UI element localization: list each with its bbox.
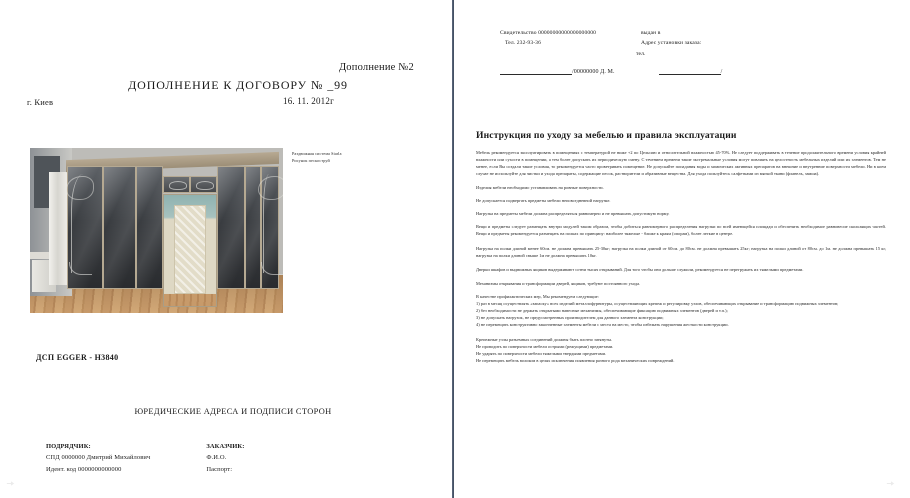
certificate-row-2	[500, 38, 811, 48]
customer-signature-suffix: /	[720, 69, 723, 75]
customer-heading: ЗАКАЗЧИК:	[206, 443, 245, 450]
render-caption-line-2: Рисунок пескоструй	[292, 157, 330, 163]
wardrobe-door-4	[217, 166, 245, 289]
wardrobe-door-1	[67, 166, 103, 289]
legal-section-title: ЮРЕДИЧЕСКИЕ АДРЕСА И ПОДПИСИ СТОРОН	[134, 407, 332, 416]
prevention-item-3: 3) не допускать нагрузок, не предусмотренных производителем для данного элемента конструкции;	[476, 315, 664, 321]
contractor-heading: ПОДРЯДЧИК:	[46, 443, 91, 450]
contractor-signature-line[interactable]	[500, 66, 572, 75]
page-watermark-icon-right	[885, 478, 896, 489]
certificate-block	[500, 28, 811, 59]
contractor-phone: Тел. 232-93-36	[505, 40, 541, 47]
contract-title: ДОПОЛНЕНИЕ К ДОГОВОРУ № _99	[128, 78, 348, 92]
wardrobe-door-6	[261, 166, 279, 289]
warning-item-1: Крепежные узлы разъемных соединений должны быть плотно затянуты.	[476, 336, 613, 342]
paragraph-even-load: Нагрузка на предметы мебели должна распределяться равномерно и не превышать допустимую норму.	[476, 211, 670, 217]
customer-signature-line[interactable]	[659, 66, 721, 75]
right-page	[454, 0, 910, 498]
customer-column	[194, 441, 244, 475]
wardrobe-door-2	[103, 166, 136, 289]
paragraph-climate: Мебель рекомендуется эксплуатировать в помещениях с температурой не ниже +2 по Цельсию и относительной влажностью 45-70%. Не следует поддерживать в течение продолжительного времени условия крайней влажности или сухости в помещении, а тем более допускать их периодическую смену. С течением времени такие экстремальные условия могут повлиять на целостность мебельных изделий или их элементов. Тем не менее, если Вы создали такие условия, то рекомендуется часто проветривать помещение. Не допускайте попадания воды и химических активных препаратов на внешние и внутренние поверхности мебели. Ни в коем случае не используйте для чистки и ухода препараты, содержащие песок, растворители и абразивные вещества. Для ухода пользуйтесь салфетками из мягкой ткани (фланель, замша).	[476, 150, 886, 176]
wardrobe-body	[67, 166, 279, 289]
warning-item-2: Не проводить по поверхности мебели острыми (режущими) предметами.	[476, 343, 614, 349]
wardrobe-door-3	[136, 166, 163, 289]
customer-passport-label: Паспорт:	[206, 465, 233, 473]
city-label: г. Киев	[27, 97, 54, 107]
wardrobe-render-image	[30, 148, 283, 313]
warning-item-3: Не ударять по поверхности мебели тяжелыми твердыми предметами.	[476, 350, 607, 356]
certificate-spacer	[500, 49, 636, 59]
page-watermark-icon	[5, 478, 16, 489]
signature-row	[500, 66, 722, 75]
contractor-name: СПД 0000000 Дмитрий Михайлович	[46, 454, 151, 462]
render-caption-line-1: Раздвижная система Starla	[292, 151, 342, 156]
paragraph-doors-drawers: Дверки шкафов и выдвижных ящиков выдерживают сотни тысяч открываний. Для того чтобы они дольше служили, рекомендуется не перегружать их тяжелыми предметами.	[476, 266, 804, 272]
certificate-number: Свидетельство 00000000000000000000	[500, 30, 597, 36]
install-address-label: Адрес установки заказа:	[641, 40, 702, 47]
parties-block	[46, 441, 245, 475]
instruction-body	[476, 150, 886, 372]
material-code: ДСП EGGER - H3840	[36, 353, 119, 362]
prevention-item-1: 1) раз в месяц осуществлять «запаску» всех изделий металлофурнитуры, осуществляющих крепеж и регулировку узлов, обеспечивающих открывание и трансформацию подвижных элементов;	[476, 301, 839, 307]
paragraph-no-extra-load: Не допускается подвергать предметы мебели неповседневной нагрузке.	[476, 198, 611, 204]
install-phone-label: тел.	[636, 50, 646, 57]
niche-back-wall	[174, 205, 206, 294]
document-date: 16. 11. 2012г	[283, 96, 334, 106]
render-scene	[30, 148, 283, 313]
certificate-issued-by: выдан в	[641, 30, 661, 36]
paragraph-level-surface: Изделия мебели необходимо устанавливать на ровные поверхности.	[476, 185, 604, 191]
left-page	[0, 0, 452, 498]
niche-floor	[164, 294, 216, 306]
certificate-row-1	[500, 28, 811, 38]
warning-item-4: Не перемещать мебель волоком в целях исключения появления разного рода механических повреждений.	[476, 357, 675, 363]
prevention-list	[476, 294, 886, 329]
prevention-intro: В качестве профилактических мер, Мы рекомендуем следующие:	[476, 294, 599, 300]
niche-header-panel-right	[190, 176, 217, 193]
sandblast-pattern-right	[263, 174, 273, 273]
customer-fullname-label: Ф.И.О.	[206, 454, 227, 462]
addendum-number: Дополнение №2	[338, 62, 414, 73]
paragraph-shelf-limits: Нагрузка на полки длиной менее 60см. не должна превышать 25-30кг; нагрузка на полки длиной от 60см. до 80см. не должна превышать 25кг; нагрузка на полки длиной от 80см. до 1м. не должна превышать 15 кг, нагрузка на полки длиной свыше 1м не должна превышать 10кг.	[476, 245, 886, 258]
instruction-title: Инструкция по уходу за мебелью и правила эксплуатации	[476, 130, 737, 141]
sandblast-pattern	[71, 174, 92, 273]
paragraph-mechanisms: Механизмы открывания и трансформации дверей, ящиков, требуют постоянного ухода.	[476, 281, 641, 287]
paragraph-placement: Вещи и предметы следует размещать внутри модулей таким образом, чтобы добиться равномерного распределения нагрузки по всей имеющейся площади и обеспечить необходимое равновесие скользящих частей. Вещи и предметы рекомендуется размещать на полках по принципу: наиболее тяжелые - ближе к краям (опорам), более легкие в центре.	[476, 224, 886, 237]
prevention-item-4: 4) не перемещать конструктивно законченные элементы мебели с места на место, чтобы избежать нарушения жесткости конструкции.	[476, 322, 729, 328]
contractor-column	[46, 441, 150, 475]
open-niche	[163, 194, 217, 307]
prevention-item-2: 2) без необходимости не держать открытыми навесные механизмы, обеспечивающие фиксацию подвижных элементов (дверей и т.п.);	[476, 308, 728, 314]
warning-list	[476, 337, 886, 365]
niche-header-panel-left	[163, 176, 190, 193]
certificate-row-3	[500, 49, 811, 59]
contractor-code: Идент. код 0000000000000	[46, 465, 122, 473]
render-caption	[292, 151, 342, 164]
contractor-signature-suffix: /00000000 Д. М.	[572, 69, 615, 75]
